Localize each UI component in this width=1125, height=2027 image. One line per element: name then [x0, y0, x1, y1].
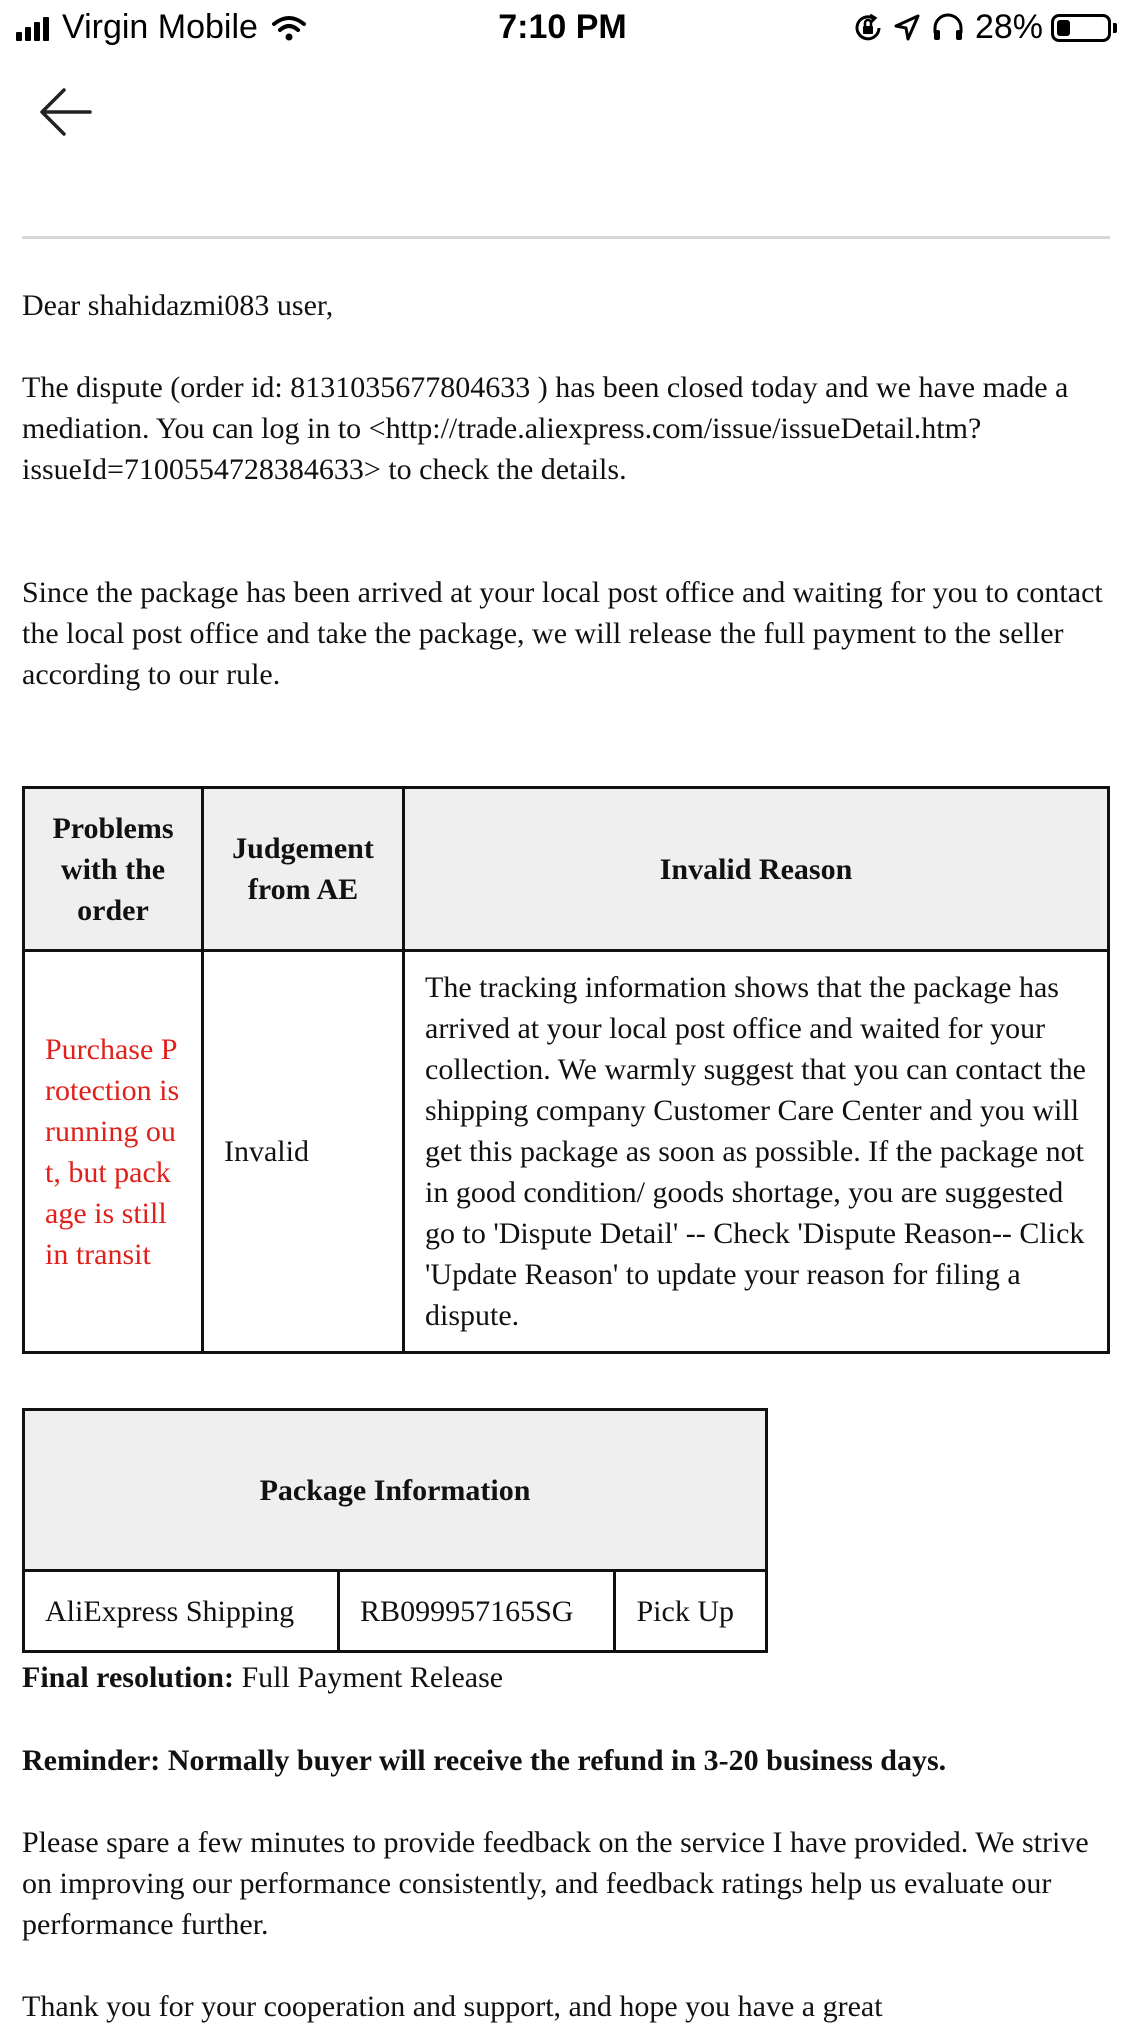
feedback-paragraph: Please spare a few minutes to provide feedback on the service I have provided. We strive on improving our performance consistently, and feedback ratings help us evaluate our performance further.	[22, 1826, 1089, 1941]
status-time: 7:10 PM	[498, 8, 627, 46]
header-divider	[22, 236, 1110, 239]
problems-table	[22, 786, 1110, 1354]
final-resolution	[22, 1657, 1112, 1698]
problem-cell: Purchase Protection is running out, but package is still in transit	[24, 951, 203, 1353]
package-carrier: AliExpress Shipping	[24, 1571, 339, 1652]
reminder-text: Reminder: Normally buyer will receive the refund in 3-20 business days.	[22, 1744, 947, 1777]
status-bar	[0, 0, 1125, 56]
greeting: Dear shahidazmi083 user,	[22, 289, 334, 322]
package-method: Pick Up	[615, 1571, 767, 1652]
package-header: Package Information	[24, 1410, 767, 1571]
table-row	[24, 1571, 767, 1652]
location-icon	[893, 13, 921, 43]
header-problems: Problems with the order	[24, 788, 203, 951]
arrow-left-icon	[36, 82, 96, 142]
dispute-paragraph: The dispute (order id: 8131035677804633 ) has been closed today and we have made a mediation. You can log in to <http://trade.aliexpress.com/issue/issueDetail.htm?issueId=7100554728384633> to check the details.	[22, 371, 1069, 486]
reason-cell: The tracking information shows that the package has arrived at your local post office and waited for your collection. We warmly suggest that you can contact the shipping company Customer Care Center and you will get this package as soon as possible. If the package not in good condition/ goods shortage, you are suggested go to 'Dispute Detail' -- Check 'Dispute Reason-- Click 'Update Reason' to update your reason for filing a dispute.	[404, 951, 1109, 1353]
headphones-icon	[931, 13, 965, 43]
header-judgement: Judgement from AE	[203, 788, 404, 951]
back-button[interactable]	[36, 82, 96, 142]
battery-icon	[1051, 14, 1111, 42]
carrier-name: Virgin Mobile	[62, 8, 258, 46]
table-row	[24, 951, 1109, 1353]
final-resolution-value: Full Payment Release	[241, 1661, 504, 1694]
final-resolution-label: Final resolution:	[22, 1661, 234, 1694]
orientation-lock-icon	[853, 13, 883, 43]
judgement-cell: Invalid	[203, 951, 404, 1353]
battery-percent: 28%	[974, 8, 1043, 46]
package-tracking-number: RB099957165SG	[339, 1571, 615, 1652]
header-invalid-reason: Invalid Reason	[404, 788, 1109, 951]
release-paragraph: Since the package has been arrived at your local post office and waiting for you to contact the local post office and take the package, we will release the full payment to the seller according to our rule.	[22, 576, 1103, 691]
wifi-icon	[272, 15, 306, 41]
signal-icon	[16, 15, 52, 41]
thanks-paragraph: Thank you for your cooperation and support, and hope you have a great	[22, 1990, 883, 2023]
package-table	[22, 1408, 768, 1653]
